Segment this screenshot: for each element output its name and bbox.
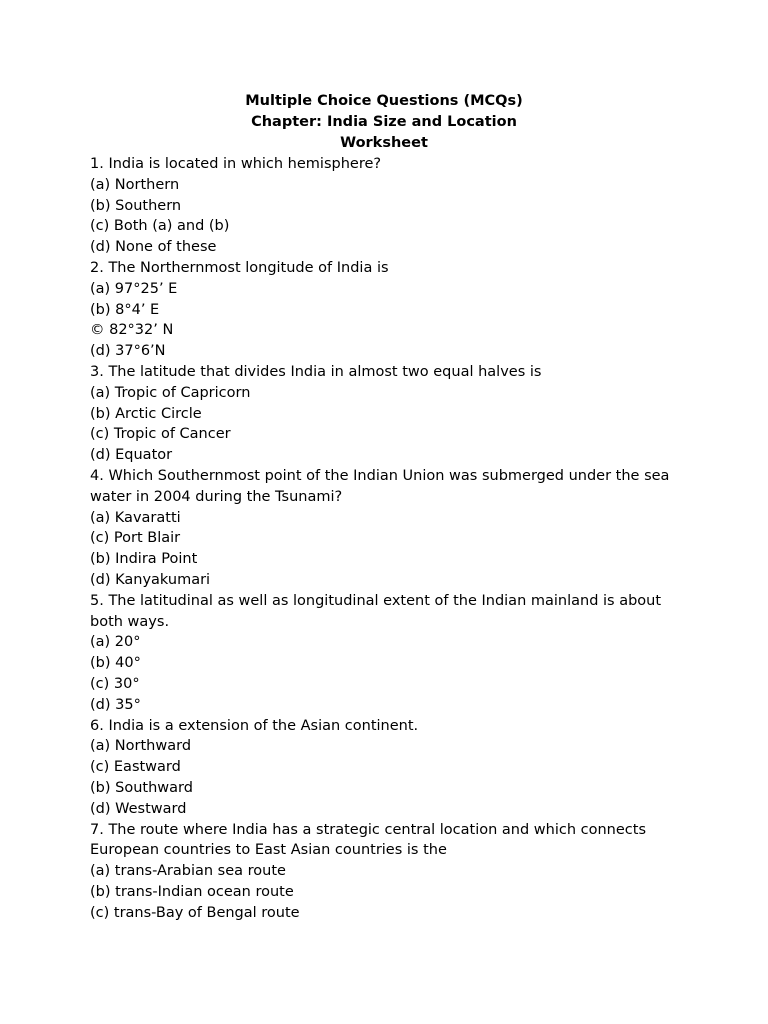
option: (b) Arctic Circle [90,405,202,422]
worksheet-header [0,91,768,154]
option: (a) Kavaratti [90,509,181,526]
option: (d) Westward [90,800,187,817]
option: (c) Eastward [90,759,181,776]
option: (d) None of these [90,239,217,256]
option: (c) Port Blair [90,530,181,547]
question-text: 5. The latitudinal as well as longitudinal extent of the Indian mainland is about both ways. [90,592,662,630]
option: (c) Tropic of Cancer [90,426,231,443]
option: (d) 37°6’N [90,343,166,360]
question-text: 7. The route where India has a strategic central location and which connects European countries to East Asian countries is the [90,821,647,859]
question [90,362,690,466]
option: (a) Tropic of Capricorn [90,384,251,401]
option: (b) Southern [90,197,182,214]
option: (a) Northern [90,176,180,193]
question [90,716,690,820]
option: (d) Kanyakumari [90,571,211,588]
document-title: Multiple Choice Questions (MCQs) [245,93,523,109]
option: (c) trans-Bay of Bengal route [90,904,300,921]
question-text: 1. India is located in which hemisphere? [90,156,382,172]
worksheet-label: Worksheet [340,135,428,151]
option: (c) 30° [90,675,140,692]
option: © 82°32’ N [90,322,174,339]
question-text: 2. The Northernmost longitude of India is [90,259,389,276]
question-text: 3. The latitude that divides India in almost two equal halves is [90,363,542,380]
question-text: 6. India is a extension of the Asian continent. [90,717,419,734]
question [90,154,690,258]
option: (c) Both (a) and (b) [90,218,230,235]
option: (b) 8°4’ E [90,301,160,318]
option: (a) 97°25’ E [90,280,178,297]
option: (a) 20° [90,634,141,651]
question-text: 4. Which Southernmost point of the Indian Union was submerged under the sea water in 2004 during the Tsunami? [90,467,670,505]
option: (b) 40° [90,655,141,672]
question [90,258,690,362]
option: (b) trans-Indian ocean route [90,883,294,900]
option: (d) Equator [90,447,173,464]
question-list [90,154,690,923]
option: (a) trans-Arabian sea route [90,863,286,880]
chapter-title: Chapter: India Size and Location [251,114,517,130]
question [90,466,690,591]
question [90,820,690,924]
question [90,591,690,716]
option: (b) Southward [90,779,193,796]
option: (d) 35° [90,696,141,713]
option: (b) Indira Point [90,551,198,568]
option: (a) Northward [90,738,192,755]
